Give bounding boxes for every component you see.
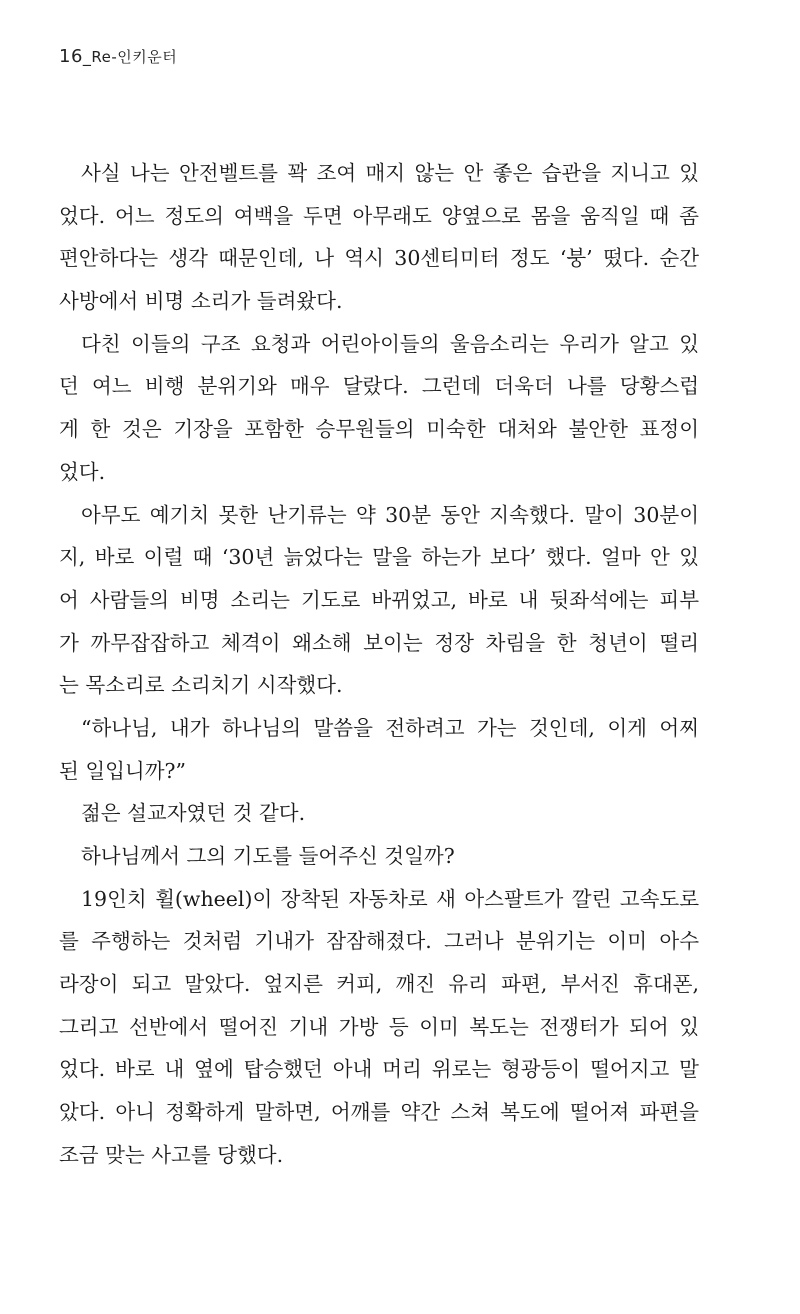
body-text — [59, 152, 699, 1177]
header-separator: _ — [82, 47, 92, 66]
text-line: 지, 바로 이럴 때 ‘30년 늙었다는 말을 하는가 보다’ 했다. 얼마 안 있 — [59, 545, 699, 570]
text-line: 었다. — [59, 459, 106, 484]
text-line: 가 까무잡잡하고 체격이 왜소해 보이는 정장 차림을 한 청년이 떨리 — [59, 630, 699, 655]
text-line: 조금 맞는 사고를 당했다. — [59, 1142, 284, 1167]
text-line: 게 한 것은 기장을 포함한 승무원들의 미숙한 대처와 불안한 표정이 — [59, 417, 699, 442]
page-number: 16 — [59, 46, 83, 67]
text-line: 를 주행하는 것처럼 기내가 잠잠해졌다. 그러나 분위기는 이미 아수 — [59, 929, 699, 954]
running-title: Re-인키운터 — [91, 48, 178, 66]
text-line: 았다. 아니 정확하게 말하면, 어깨를 약간 스쳐 복도에 떨어져 파편을 — [59, 1100, 699, 1125]
text-line: 다친 이들의 구조 요청과 어린아이들의 울음소리는 우리가 알고 있 — [81, 331, 699, 356]
text-line: 어 사람들의 비명 소리는 기도로 바뀌었고, 바로 내 뒷좌석에는 피부 — [59, 587, 699, 612]
text-line: 었다. 어느 정도의 여백을 두면 아무래도 양옆으로 몸을 움직일 때 좀 — [59, 203, 699, 228]
text-line: 었다. 바로 내 옆에 탑승했던 아내 머리 위로는 형광등이 떨어지고 말 — [59, 1057, 699, 1082]
text-line: 된 일입니까?” — [59, 758, 187, 783]
text-line: 던 여느 비행 분위기와 매우 달랐다. 그런데 더욱더 나를 당황스럽 — [59, 374, 699, 399]
text-line: 19인치 휠(wheel)이 장착된 자동차로 새 아스팔트가 깔린 고속도로 — [81, 886, 699, 911]
text-line: 젊은 설교자였던 것 같다. — [81, 801, 306, 826]
text-line: 아무도 예기치 못한 난기류는 약 30분 동안 지속했다. 말이 30분이 — [81, 502, 699, 527]
text-line: “하나님, 내가 하나님의 말씀을 전하려고 가는 것인데, 이게 어찌 — [81, 715, 699, 740]
text-line: 는 목소리로 소리치기 시작했다. — [59, 673, 343, 698]
text-line: 사방에서 비명 소리가 들려왔다. — [59, 289, 343, 314]
text-line: 그리고 선반에서 떨어진 기내 가방 등 이미 복도는 전쟁터가 되어 있 — [59, 1014, 699, 1039]
text-line: 라장이 되고 말았다. 엎지른 커피, 깨진 유리 파편, 부서진 휴대폰, — [59, 972, 699, 997]
running-header — [59, 46, 177, 67]
text-line: 하나님께서 그의 기도를 들어주신 것일까? — [81, 844, 455, 868]
text-line: 편안하다는 생각 때문인데, 나 역시 30센티미터 정도 ‘붕’ 떴다. 순간 — [59, 246, 699, 271]
text-line: 사실 나는 안전벨트를 꽉 조여 매지 않는 안 좋은 습관을 지니고 있 — [81, 161, 699, 185]
